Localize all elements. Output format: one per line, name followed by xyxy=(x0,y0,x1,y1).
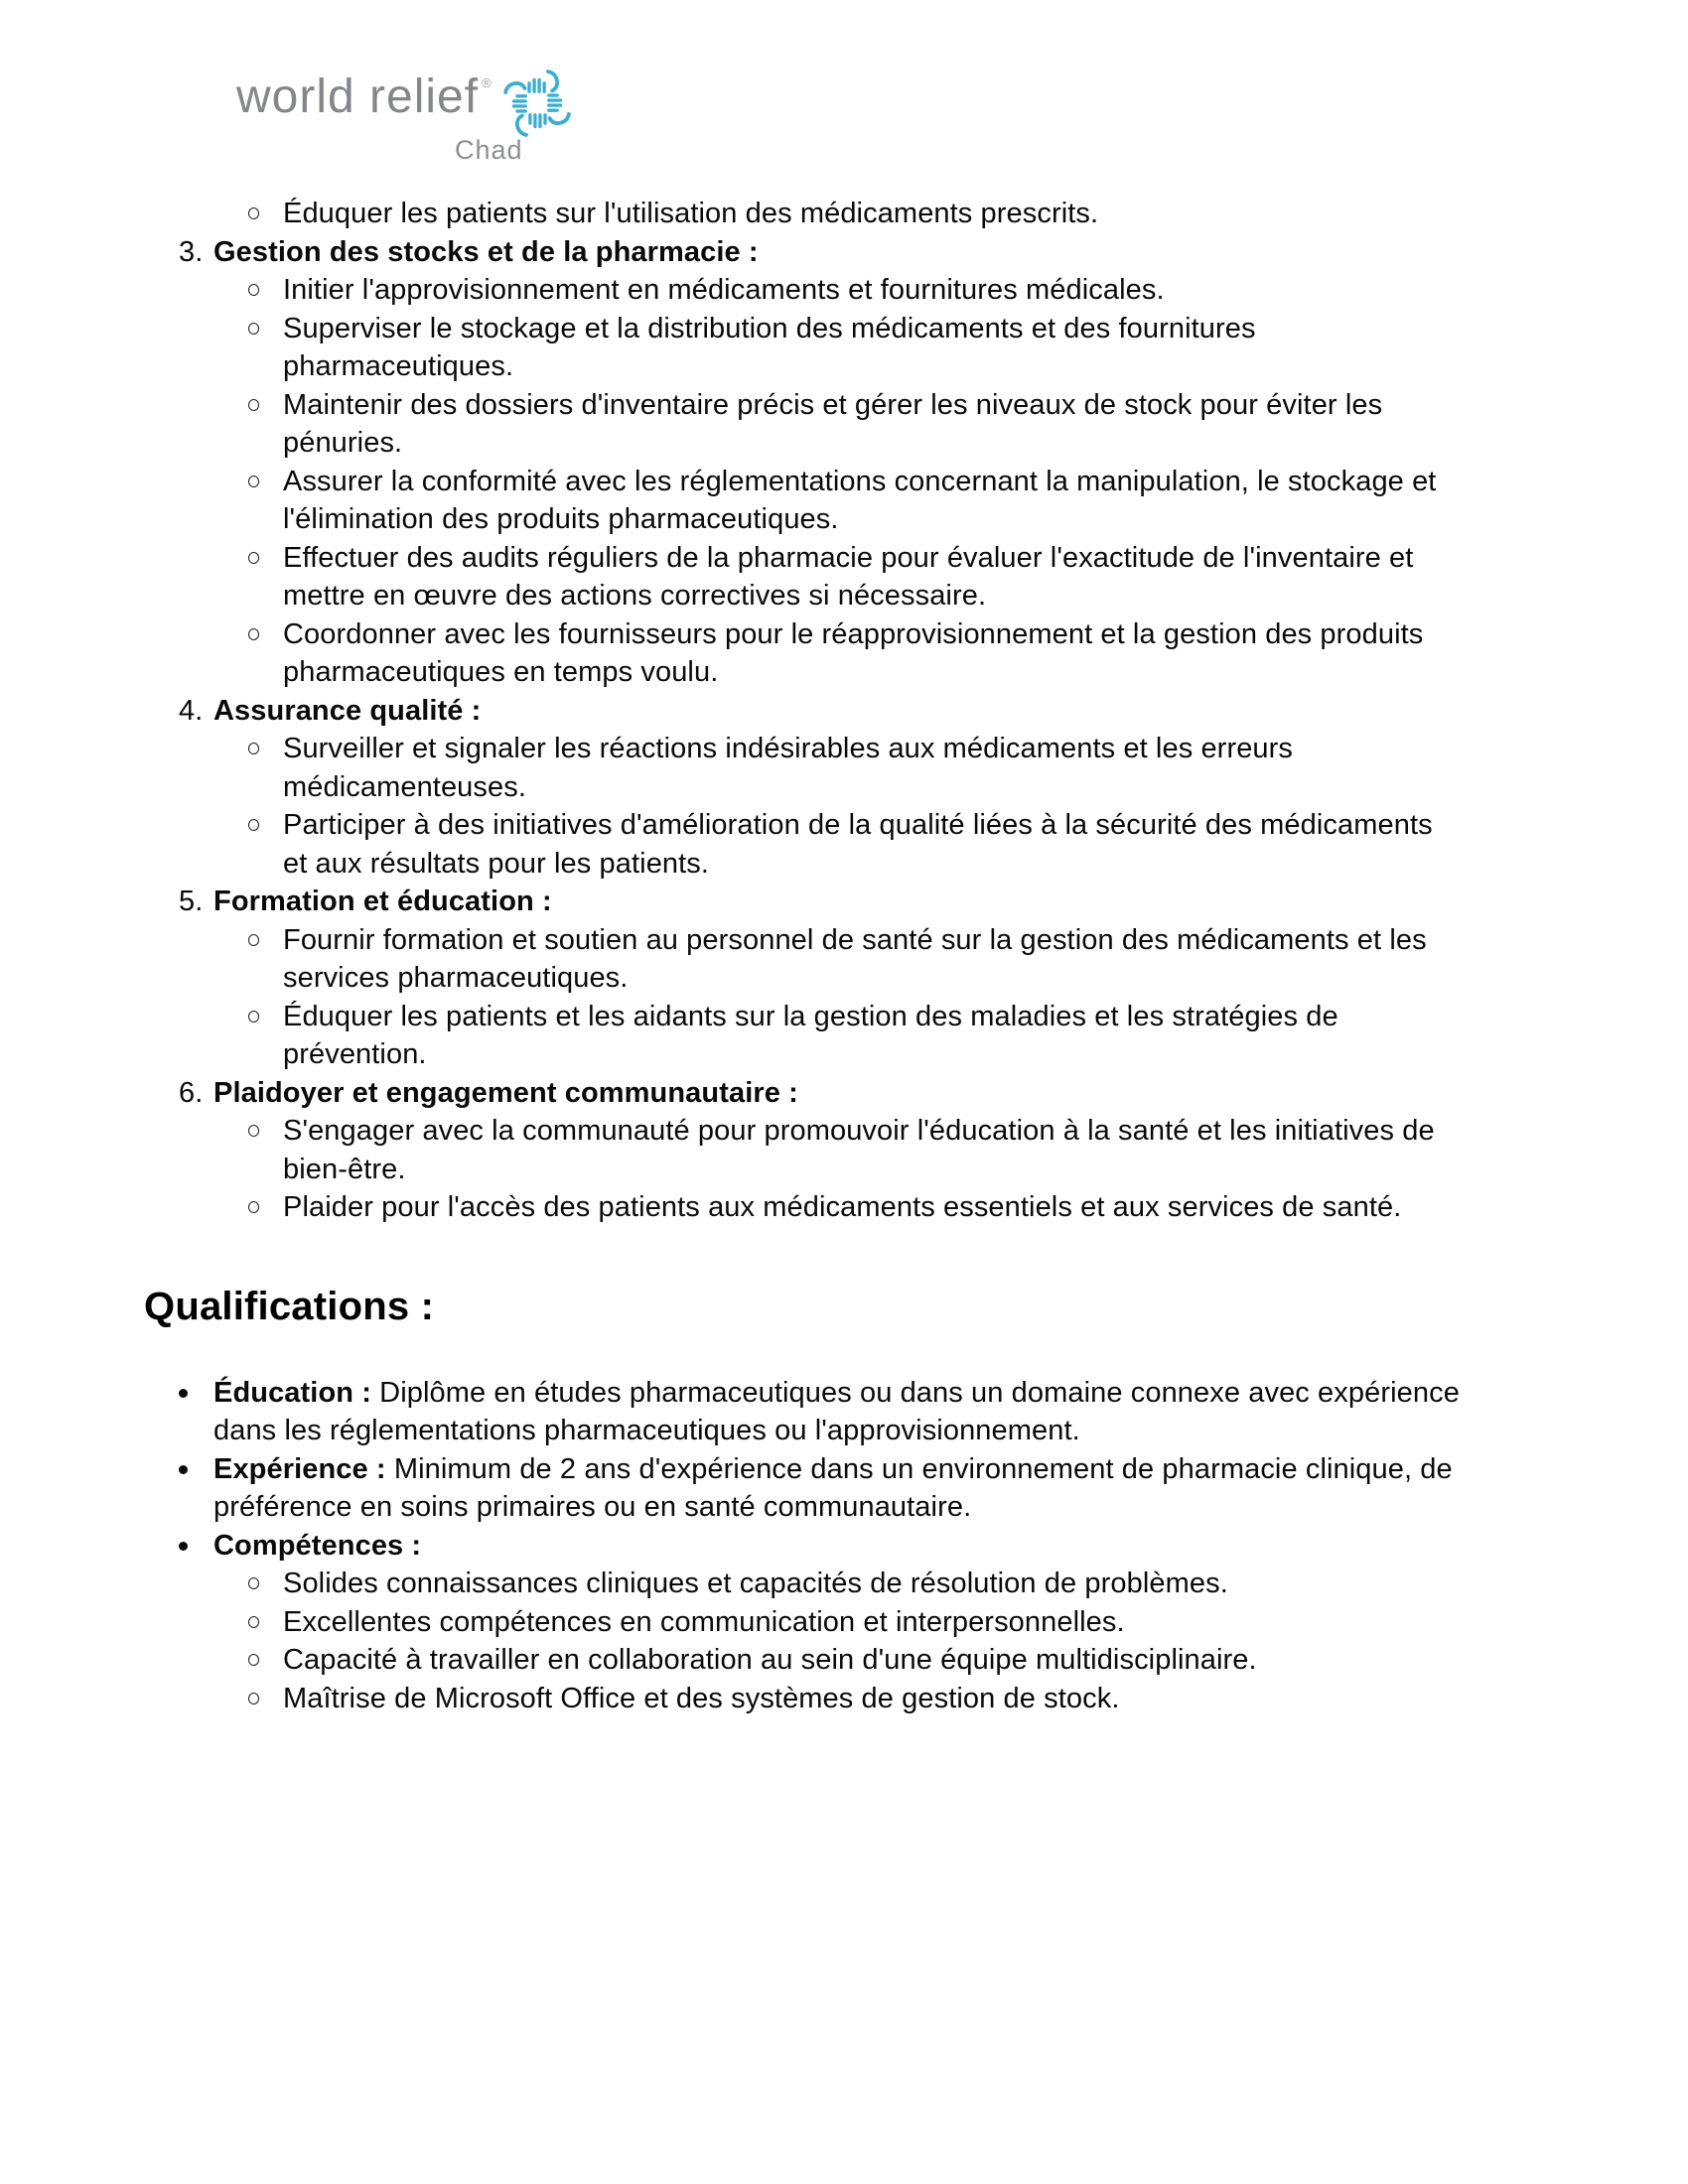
bullet-marker xyxy=(248,921,283,946)
circle-bullet-icon xyxy=(248,1654,259,1666)
intro-bullet-list xyxy=(144,195,1564,233)
bullet-text: Excellentes compétences en communication et interpersonnelles. xyxy=(283,1605,1125,1638)
sub-bullet-item xyxy=(144,1188,1564,1227)
bullet-marker xyxy=(248,998,283,1023)
bullet-marker xyxy=(179,1527,213,1551)
sub-bullet-item xyxy=(144,730,1564,806)
bullet-marker xyxy=(248,615,283,640)
circle-bullet-icon xyxy=(248,1125,259,1137)
numbered-item xyxy=(144,233,1564,272)
bullet-text: Effectuer des audits réguliers de la pharmacie pour évaluer l'exactitude de l'inventaire et mettre en œuvre des actions correctives si nécessaire. xyxy=(283,541,1414,612)
bullet-marker xyxy=(248,1680,283,1705)
sub-bullet-item xyxy=(144,386,1564,463)
pinwheel-logo-icon xyxy=(495,62,579,145)
circle-bullet-icon xyxy=(248,934,259,946)
circle-bullet-icon xyxy=(248,1693,259,1705)
disc-bullet-icon xyxy=(179,1465,188,1474)
item-title: Assurance qualité : xyxy=(213,694,482,727)
qualification-item xyxy=(144,1374,1564,1450)
bullet-text: Assurer la conformité avec les réglementations concernant la manipulation, le stockage et l'élimination des produits pharmaceutiques. xyxy=(283,465,1437,535)
bullet-marker xyxy=(179,1374,213,1398)
qualification-label: Éducation : xyxy=(213,1376,371,1409)
logo xyxy=(236,71,579,166)
disc-bullet-icon xyxy=(179,1542,188,1551)
circle-bullet-icon xyxy=(248,1011,259,1023)
bullet-marker xyxy=(248,310,283,335)
sub-bullet-item xyxy=(144,1603,1564,1642)
circle-bullet-icon xyxy=(248,284,259,296)
item-title: Plaidoyer et engagement communautaire : xyxy=(213,1076,798,1109)
sub-bullet-item xyxy=(144,271,1564,310)
bullet-marker xyxy=(248,1641,283,1666)
sub-bullet-item xyxy=(144,539,1564,615)
bullet-marker xyxy=(248,539,283,564)
bullet-marker xyxy=(248,463,283,487)
circle-bullet-icon xyxy=(248,628,259,640)
sub-bullet-item xyxy=(144,806,1564,883)
sub-bullet-item xyxy=(144,310,1564,386)
circle-bullet-icon xyxy=(248,552,259,564)
qualification-item xyxy=(144,1450,1564,1527)
document-body xyxy=(144,195,1564,1717)
circle-bullet-icon xyxy=(248,323,259,335)
circle-bullet-icon xyxy=(248,207,259,219)
bullet-text: Initier l'approvisionnement en médicaments et fournitures médicales. xyxy=(283,274,1165,306)
qualification-label: Expérience : xyxy=(213,1452,386,1485)
qualification-text xyxy=(213,1450,1504,1527)
qualification-detail: Minimum de 2 ans d'expérience dans un environnement de pharmacie clinique, de préférence en soins primaires ou en santé communautaire. xyxy=(213,1452,1453,1523)
bullet-text: Maîtrise de Microsoft Office et des systèmes de gestion de stock. xyxy=(283,1682,1120,1714)
sub-bullet-item xyxy=(144,1565,1564,1603)
circle-bullet-icon xyxy=(248,476,259,487)
bullet-text: Capacité à travailler en collaboration au sein d'une équipe multidisciplinaire. xyxy=(283,1644,1257,1676)
numbered-item xyxy=(144,883,1564,921)
logo-row xyxy=(236,71,579,145)
item-title: Formation et éducation : xyxy=(213,886,552,917)
bullet-text: Superviser le stockage et la distribution des médicaments et des fournitures pharmaceutiques. xyxy=(283,312,1256,382)
qualification-label: Compétences : xyxy=(213,1529,422,1562)
numbered-list xyxy=(144,233,1564,1227)
bullet-text: Plaider pour l'accès des patients aux médicaments essentiels et aux services de santé. xyxy=(283,1191,1402,1223)
bullet-text: Solides connaissances cliniques et capacités de résolution de problèmes. xyxy=(283,1568,1228,1599)
qualifications-heading: Qualifications : xyxy=(144,1284,435,1328)
circle-bullet-icon xyxy=(248,1577,259,1589)
sub-bullet-item xyxy=(144,195,1564,233)
bullet-marker xyxy=(248,386,283,411)
bullet-text: S'engager avec la communauté pour promouvoir l'éducation à la santé et les initiatives de bien-être. xyxy=(283,1115,1435,1185)
numbered-item xyxy=(144,692,1564,731)
qualifications-list xyxy=(144,1374,1564,1718)
sub-bullet-item xyxy=(144,1112,1564,1188)
item-title: Gestion des stocks et de la pharmacie : xyxy=(213,235,759,268)
item-number: 6. xyxy=(179,1076,204,1109)
qualification-detail: Diplôme en études pharmaceutiques ou dans un domaine connexe avec expérience dans les réglementations pharmaceutiques ou l'approvisionnement. xyxy=(213,1376,1460,1446)
registered-trademark-icon: ® xyxy=(482,75,492,90)
bullet-text: Éduquer les patients sur l'utilisation des médicaments prescrits. xyxy=(283,198,1099,229)
item-number: 3. xyxy=(179,235,204,268)
circle-bullet-icon xyxy=(248,819,259,831)
qualification-text xyxy=(213,1374,1504,1450)
bullet-text: Surveiller et signaler les réactions indésirables aux médicaments et les erreurs médicamenteuses. xyxy=(283,733,1294,803)
sub-bullet-item xyxy=(144,1680,1564,1718)
sub-bullet-item xyxy=(144,463,1564,539)
bullet-marker xyxy=(248,1565,283,1589)
bullet-marker xyxy=(179,1450,213,1474)
sub-bullet-item xyxy=(144,998,1564,1074)
bullet-text: Coordonner avec les fournisseurs pour le réapprovisionnement et la gestion des produits pharmaceutiques en temps voulu. xyxy=(283,617,1424,688)
bullet-text: Maintenir des dossiers d'inventaire précis et gérer les niveaux de stock pour éviter les pénuries. xyxy=(283,388,1383,459)
bullet-marker xyxy=(248,1603,283,1628)
disc-bullet-icon xyxy=(179,1389,188,1398)
bullet-text: Fournir formation et soutien au personnel de santé sur la gestion des médicaments et les services pharmaceutiques. xyxy=(283,923,1427,994)
bullet-text: Éduquer les patients et les aidants sur la gestion des maladies et les stratégies de prévention. xyxy=(283,1000,1338,1070)
circle-bullet-icon xyxy=(248,1616,259,1628)
sub-bullet-item xyxy=(144,1641,1564,1680)
item-number: 4. xyxy=(179,694,204,727)
numbered-item xyxy=(144,1074,1564,1113)
qualification-text xyxy=(213,1527,421,1566)
bullet-marker xyxy=(248,195,283,219)
bullet-text: Participer à des initiatives d'amélioration de la qualité liées à la sécurité des médicaments et aux résultats pour les patients. xyxy=(283,809,1433,880)
circle-bullet-icon xyxy=(248,743,259,754)
bullet-marker xyxy=(248,1112,283,1137)
sub-bullet-item xyxy=(144,921,1564,998)
sub-bullet-item xyxy=(144,615,1564,692)
item-number: 5. xyxy=(179,886,204,917)
bullet-marker xyxy=(248,806,283,831)
qualification-item xyxy=(144,1527,1564,1566)
bullet-marker xyxy=(248,271,283,296)
logo-region-label: Chad xyxy=(455,135,523,165)
circle-bullet-icon xyxy=(248,399,259,411)
bullet-marker xyxy=(248,1188,283,1213)
bullet-marker xyxy=(248,730,283,754)
circle-bullet-icon xyxy=(248,1201,259,1213)
logo-brand-text: world relief xyxy=(236,70,480,123)
